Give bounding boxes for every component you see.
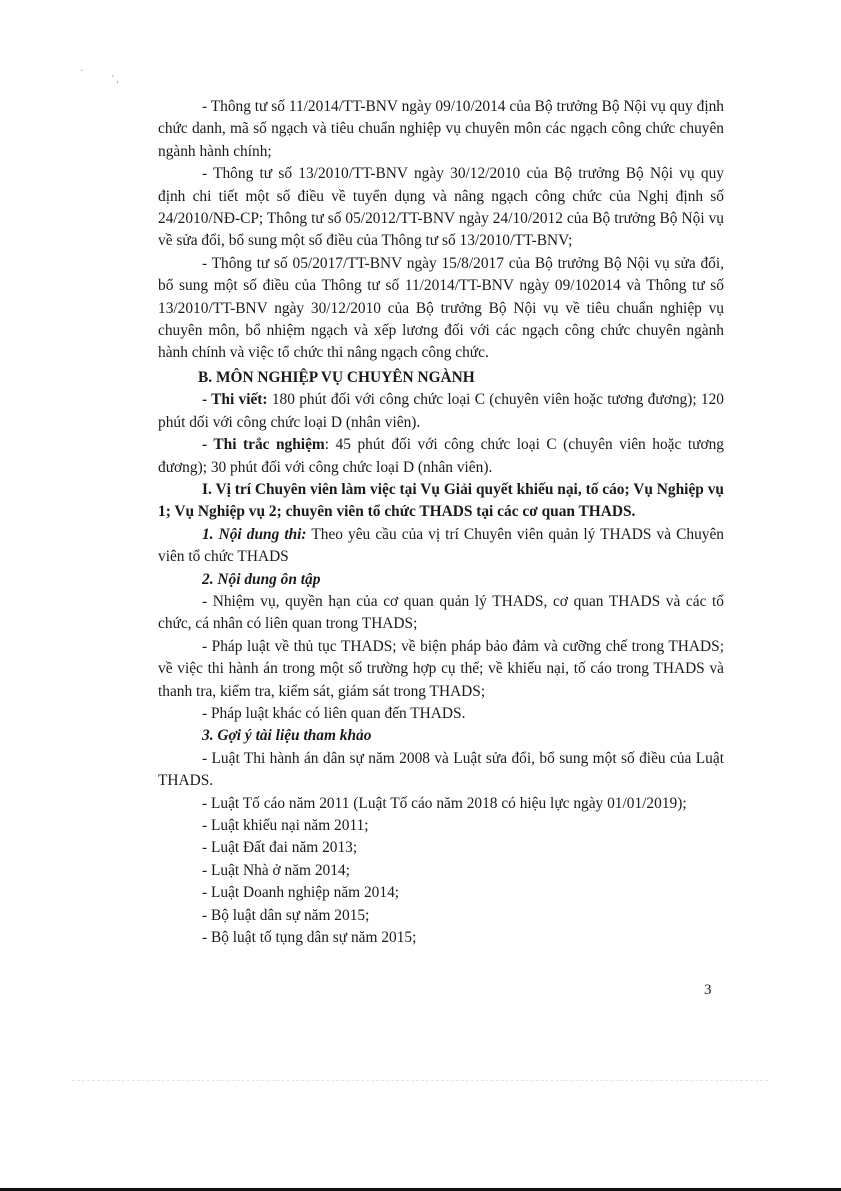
section-heading-i: I. Vị trí Chuyên viên làm việc tại Vụ Giải quyết khiếu nại, tố cáo; Vụ Nghiệp vụ 1; Vụ Nghiệp vụ 2; chuyên viên tổ chức THADS tại các cơ quan THADS. (158, 480, 724, 521)
paragraph-thi-viet (158, 389, 724, 434)
paragraph-thong-tu-05-2017: - Thông tư số 05/2017/TT-BNV ngày 15/8/2017 của Bộ trưởng Bộ Nội vụ sửa đổi, bổ sung một số điều của Thông tư số 11/2014/TT-BNV ngày 09/102014 và Thông tư số 13/2010/TT-BNV ngày 30/12/2010 của Bộ trưởng Bộ Nội vụ về tiêu chuẩn nghiệp vụ chuyên môn, bổ nhiệm ngạch và xếp lương đối với các ngạch công chức chuyên ngành hành chính và việc tổ chức thi nâng ngạch công chức. (158, 254, 724, 362)
scan-artifact-dot: · (80, 66, 84, 77)
noi-dung-thi-text: Theo yêu cầu của vị trí Chuyên viên quản lý THADS và Chuyên viên tổ chức THADS (158, 525, 724, 566)
reference-luat-khieu-nai: - Luật khiếu nại năm 2011; (202, 817, 369, 834)
scan-artifact-mark: ' , (112, 74, 119, 85)
paragraph-on-tap-1: - Nhiệm vụ, quyền hạn của cơ quan quản lý THADS, cơ quan THADS và các tổ chức, cá nhân có liên quan trong THADS; (158, 592, 724, 633)
reference-luat-thads: - Luật Thi hành án dân sự năm 2008 và Luật sửa đổi, bổ sung một số điều của Luật THADS. (158, 749, 724, 790)
reference-luat-nha-o: - Luật Nhà ở năm 2014; (202, 861, 350, 879)
thi-trac-nghiem-label: - Thi trắc nghiệm (202, 436, 325, 454)
subheading-noi-dung-on-tap: 2. Nội dung ôn tập (202, 570, 321, 588)
paragraph-thong-tu-11-2014: - Thông tư số 11/2014/TT-BNV ngày 09/10/2014 của Bộ trưởng Bộ Nội vụ quy định chức danh, mã số ngạch và tiêu chuẩn nghiệp vụ chuyên môn các ngạch công chức chuyên ngành hành chính; (158, 98, 724, 160)
reference-bo-luat-dan-su: - Bộ luật dân sự năm 2015; (202, 906, 370, 924)
noi-dung-thi-label: 1. Nội dung thi: (202, 525, 307, 543)
reference-bo-luat-to-tung-dan-su: - Bộ luật tố tụng dân sự năm 2015; (202, 929, 417, 947)
thi-viet-label: - Thi viết: (202, 391, 268, 409)
section-heading-b: B. MÔN NGHIỆP VỤ CHUYÊN NGÀNH (198, 368, 475, 386)
reference-luat-doanh-nghiep: - Luật Doanh nghiệp năm 2014; (202, 884, 400, 902)
paragraph-thong-tu-13-2010: - Thông tư số 13/2010/TT-BNV ngày 30/12/2010 của Bộ trưởng Bộ Nội vụ quy định chi tiết một số điều về tuyển dụng và nâng ngạch công chức của Nghị định số 24/2010/NĐ-CP; Thông tư số 05/2012/TT-BNV ngày 24/10/2012 của Bộ trưởng Bộ Nội vụ về sửa đổi, bổ sung một số điều của Thông tư số 13/2010/TT-BNV; (158, 165, 724, 250)
reference-luat-dat-dai: - Luật Đất đai năm 2013; (202, 839, 358, 857)
paragraph-noi-dung-thi (158, 524, 724, 569)
thi-trac-nghiem-text: : 45 phút đối với công chức loại C (chuyên viên hoặc tương đương); 30 phút đối với công chức loại D (nhân viên). (158, 436, 724, 476)
subheading-goi-y-tai-lieu: 3. Gợi ý tài liệu tham khảo (202, 727, 372, 745)
paragraph-on-tap-3: - Pháp luật khác có liên quan đến THADS. (202, 704, 466, 722)
page-number: 3 (704, 982, 712, 998)
reference-luat-to-cao: - Luật Tố cáo năm 2011 (Luật Tố cáo năm 2018 có hiệu lực ngày 01/01/2019); (202, 794, 687, 812)
thi-viet-text: 180 phút đối với công chức loại C (chuyên viên hoặc tương đương); 120 phút dối với công chức loại D (nhân viên). (158, 391, 724, 431)
scan-footer-line (72, 1080, 768, 1081)
document-body (158, 96, 724, 949)
paragraph-thi-trac-nghiem (158, 434, 724, 479)
paragraph-on-tap-2: - Pháp luật về thủ tục THADS; về biện pháp bảo đảm và cưỡng chế trong THADS; về việc thi hành án trong một số trường hợp cụ thể; về khiếu nại, tố cáo trong THADS và thanh tra, kiểm tra, kiểm sát, giám sát trong THADS; (158, 637, 724, 700)
